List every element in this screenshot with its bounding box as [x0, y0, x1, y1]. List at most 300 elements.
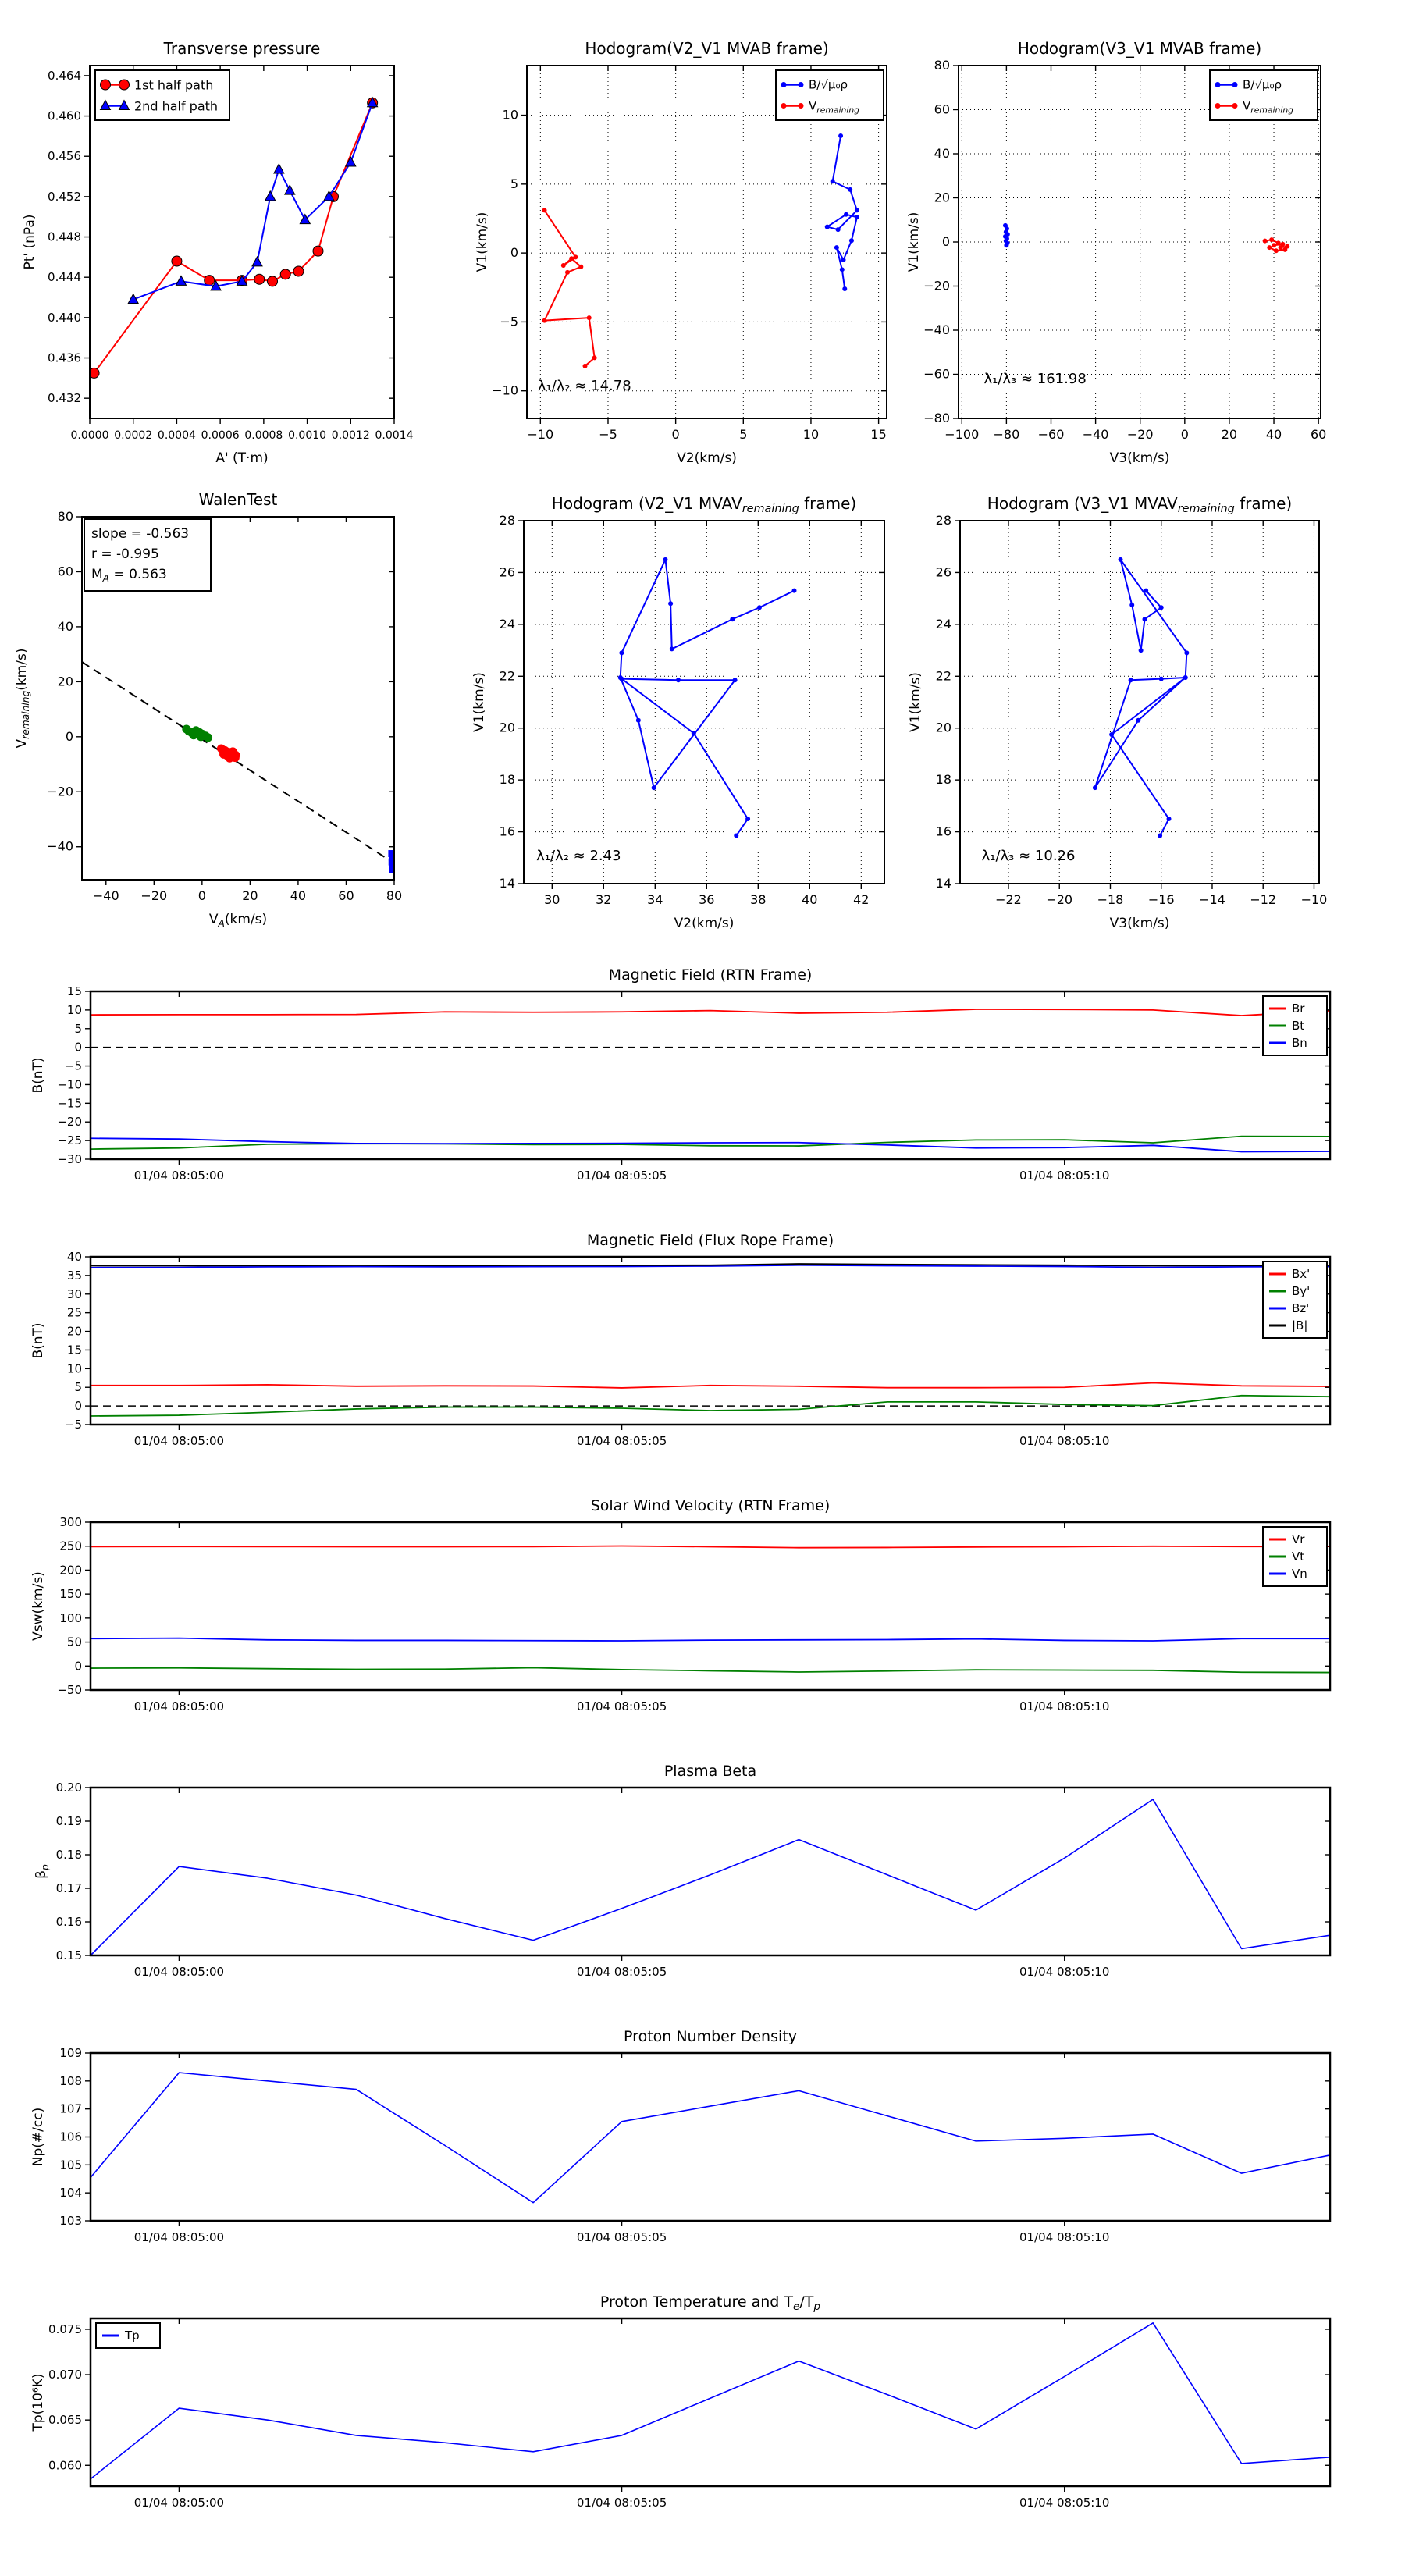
- data-point: [1136, 718, 1140, 723]
- x-tick-label: 34: [647, 892, 663, 907]
- x-tick-label: −16: [1147, 892, 1175, 907]
- axes-frame: [91, 2053, 1330, 2221]
- y-axis-label: B(nT): [30, 1057, 46, 1094]
- hodogram-v2v1-mvab: [475, 39, 887, 466]
- y-tick-label: −20: [47, 784, 73, 799]
- data-point: [849, 238, 854, 243]
- plasma-beta: [34, 1763, 1330, 1979]
- data-point: [569, 256, 574, 261]
- y-tick-label: −5: [500, 314, 518, 329]
- triangle-marker: [285, 185, 295, 194]
- y-axis-label: $V_{remaining}(km/s)$: [14, 648, 31, 749]
- legend-label: Vn: [1292, 1567, 1307, 1581]
- x-tick-label: −5: [599, 427, 617, 442]
- data-point: [592, 355, 597, 360]
- x-axis-label: $V_A(km/s)$: [208, 912, 268, 929]
- x-tick-label: −60: [1037, 427, 1065, 442]
- data-point: [561, 263, 566, 268]
- y-tick-label: −25: [57, 1133, 82, 1148]
- y-tick-label: −5: [64, 1418, 82, 1432]
- x-tick-label: 0.0006: [201, 429, 240, 442]
- y-tick-label: 0.17: [55, 1881, 82, 1895]
- legend: [1210, 70, 1318, 120]
- y-tick-label: 80: [57, 509, 73, 524]
- tp: [30, 2293, 1330, 2510]
- series-1st-half-path: [94, 103, 373, 373]
- x-tick-label: 01/04 08:05:00: [133, 1965, 225, 1979]
- b-rtn: [30, 966, 1330, 1183]
- axes-frame: [91, 1257, 1330, 1425]
- circle-marker: [172, 256, 182, 266]
- data-point: [1093, 785, 1097, 790]
- x-tick-label: 5: [739, 427, 748, 442]
- x-tick-label: −22: [995, 892, 1022, 907]
- data-point: [1272, 243, 1276, 247]
- series-Vn: [91, 1638, 1330, 1641]
- y-tick-label: 0.16: [55, 1915, 82, 1929]
- data-point: [842, 286, 847, 291]
- y-tick-label: 0.075: [48, 2322, 82, 2336]
- legend-label: B/√μ₀ρ: [809, 77, 848, 92]
- y-tick-label: 22: [499, 668, 515, 684]
- data-point: [1167, 817, 1172, 821]
- data-point: [542, 318, 547, 323]
- x-tick-label: 32: [596, 892, 612, 907]
- data-point: [619, 650, 624, 655]
- triangle-marker: [265, 191, 276, 201]
- y-tick-label: 0.18: [55, 1848, 82, 1862]
- series-Bx-prime: [91, 1382, 1330, 1387]
- data-point: [676, 678, 681, 682]
- x-tick-label: 01/04 08:05:00: [133, 2496, 225, 2510]
- x-tick-label: 01/04 08:05:00: [133, 1434, 225, 1448]
- axes-frame: [91, 991, 1330, 1159]
- y-tick-label: 250: [59, 1539, 82, 1553]
- x-tick-label: 01/04 08:05:10: [1019, 1169, 1110, 1183]
- plasma-beta-series: [91, 1799, 1330, 1955]
- legend-label: Br: [1292, 1002, 1305, 1016]
- y-tick-label: 26: [499, 564, 515, 580]
- data-point: [825, 225, 830, 229]
- legend-label: Vr: [1292, 1532, 1305, 1546]
- legend-label: $V_{remaining}$: [809, 98, 860, 116]
- chart-title: Hodogram(V3_V1 MVAB frame): [1017, 39, 1262, 58]
- y-tick-label: 103: [59, 2214, 82, 2228]
- series-B-magnitude: [91, 1264, 1330, 1265]
- y-axis-label: Vsw(km/s): [30, 1571, 46, 1641]
- x-tick-label: 01/04 08:05:00: [133, 2230, 225, 2244]
- legend-label: $V_{remaining}$: [1243, 98, 1294, 116]
- legend-label: Bn: [1292, 1036, 1307, 1050]
- data-point: [636, 718, 641, 723]
- x-tick-label: 0.0012: [331, 429, 370, 442]
- y-tick-label: 0.15: [55, 1948, 82, 1962]
- y-tick-label: 10: [66, 1002, 82, 1017]
- scatter-point: [204, 733, 212, 742]
- data-point: [1159, 677, 1164, 681]
- y-tick-label: 24: [499, 616, 515, 632]
- data-point: [1183, 675, 1188, 680]
- series-beta-p: [91, 1799, 1330, 1955]
- data-point: [855, 215, 859, 219]
- y-axis-label: Tp(10⁶K): [30, 2373, 46, 2432]
- hodogram-v2v1-mvav: [471, 494, 884, 931]
- data-point: [757, 605, 762, 610]
- x-tick-label: 01/04 08:05:05: [576, 1169, 667, 1183]
- x-tick-label: 10: [802, 427, 820, 442]
- y-tick-label: 109: [59, 2046, 82, 2060]
- y-tick-label: 18: [935, 772, 951, 788]
- y-axis-label: Np(#/cc): [30, 2107, 46, 2167]
- y-tick-label: 35: [66, 1268, 82, 1283]
- walen-test: [14, 490, 402, 929]
- triangle-marker: [252, 257, 262, 266]
- series-Tp: [91, 2323, 1330, 2479]
- b-fluxrope: [30, 1232, 1330, 1448]
- y-tick-label: −10: [492, 382, 518, 398]
- x-tick-label: 36: [699, 892, 715, 907]
- x-tick-label: 20: [1221, 427, 1238, 442]
- y-tick-label: 60: [57, 564, 73, 579]
- x-tick-label: 01/04 08:05:10: [1019, 2496, 1110, 2510]
- x-tick-label: 01/04 08:05:10: [1019, 1434, 1110, 1448]
- y-axis-label: V1(km/s): [475, 212, 490, 272]
- data-point: [734, 834, 738, 838]
- y-tick-label: 60: [934, 101, 950, 117]
- y-tick-label: 20: [57, 674, 73, 689]
- y-tick-label: 0: [941, 234, 950, 249]
- y-tick-label: 25: [66, 1305, 82, 1320]
- y-tick-label: 16: [499, 824, 515, 839]
- y-tick-label: 0.060: [48, 2458, 82, 2473]
- series-Br: [91, 1009, 1330, 1016]
- data-point: [1263, 239, 1268, 244]
- x-tick-label: 0.0008: [244, 429, 283, 442]
- chart-title: Proton Number Density: [624, 2028, 797, 2045]
- tp-series: [91, 2323, 1330, 2479]
- hodogram-v3v1-mvab: [906, 39, 1326, 466]
- x-tick-label: 0: [1180, 427, 1189, 442]
- y-tick-label: −50: [57, 1683, 82, 1697]
- y-axis-label: V1(km/s): [908, 672, 923, 732]
- x-tick-label: 01/04 08:05:05: [576, 1699, 667, 1713]
- x-tick-label: −10: [527, 427, 554, 442]
- y-tick-label: 0.444: [48, 270, 81, 285]
- chart-title: Magnetic Field (Flux Rope Frame): [586, 1232, 834, 1249]
- x-axis-label: V3(km/s): [1109, 450, 1170, 466]
- y-tick-label: −40: [47, 838, 73, 854]
- x-tick-label: −20: [1046, 892, 1073, 907]
- data-point: [836, 227, 841, 232]
- triangle-marker: [274, 164, 284, 173]
- x-tick-label: −80: [993, 427, 1020, 442]
- x-tick-label: 60: [338, 888, 354, 903]
- series-v-path: [1095, 560, 1186, 836]
- y-tick-label: 0.070: [48, 2368, 82, 2382]
- y-tick-label: 150: [59, 1587, 82, 1602]
- axes-frame: [524, 521, 884, 884]
- hodogram-v3v1-mvav-series: [1093, 557, 1189, 838]
- y-tick-label: 100: [59, 1610, 82, 1625]
- y-tick-label: −80: [923, 411, 950, 425]
- circle-marker: [268, 276, 278, 286]
- y-tick-label: 104: [59, 2186, 82, 2201]
- data-point: [583, 364, 588, 368]
- data-point: [1139, 648, 1144, 653]
- legend: [95, 70, 229, 120]
- y-tick-label: 5: [74, 1380, 82, 1395]
- y-tick-label: 50: [66, 1635, 82, 1649]
- x-tick-label: −14: [1199, 892, 1225, 907]
- y-axis-label: B(nT): [30, 1322, 46, 1359]
- y-tick-label: 0: [65, 728, 73, 744]
- data-point: [652, 785, 656, 790]
- x-tick-label: 01/04 08:05:00: [133, 1699, 225, 1713]
- circle-marker: [205, 276, 215, 286]
- x-tick-label: 40: [802, 892, 818, 907]
- data-point: [733, 678, 738, 682]
- circle-marker: [101, 80, 111, 90]
- stats-line: r = -0.995: [91, 546, 159, 562]
- circle-marker: [293, 266, 304, 276]
- data-point: [840, 267, 845, 272]
- b-fluxrope-series: [91, 1264, 1330, 1416]
- data-point: [1004, 243, 1008, 247]
- x-tick-label: 80: [386, 888, 403, 903]
- x-tick-label: 42: [853, 892, 870, 907]
- y-tick-label: 18: [499, 772, 515, 788]
- y-tick-label: 0.456: [48, 149, 81, 164]
- y-tick-label: 0.432: [48, 391, 81, 406]
- y-axis-label: V1(km/s): [471, 672, 487, 732]
- np: [30, 2028, 1330, 2244]
- y-tick-label: 20: [935, 720, 951, 735]
- chart-title: Hodogram (V3_V1 $MVAV_{remaining}$ frame): [987, 494, 1293, 515]
- y-tick-label: 0: [74, 1040, 82, 1055]
- y-tick-label: 28: [499, 513, 515, 528]
- x-tick-label: 01/04 08:05:05: [576, 1965, 667, 1979]
- y-tick-label: −5: [64, 1059, 82, 1073]
- axes-frame: [91, 1788, 1330, 1955]
- triangle-marker: [176, 276, 187, 285]
- x-tick-label: 01/04 08:05:10: [1019, 1699, 1110, 1713]
- data-point: [1276, 240, 1281, 245]
- scatter-point: [187, 728, 195, 736]
- x-tick-label: 0.0010: [288, 429, 327, 442]
- x-tick-label: −20: [140, 888, 168, 903]
- y-tick-label: 0: [74, 1399, 82, 1414]
- stats-line: slope = -0.563: [91, 526, 190, 542]
- legend-label: Vt: [1292, 1550, 1305, 1564]
- data-point: [834, 245, 839, 250]
- series-V-remaining-path: [545, 210, 595, 366]
- y-tick-label: −40: [923, 322, 950, 337]
- legend: [96, 2323, 160, 2348]
- x-axis-label: V3(km/s): [1109, 916, 1170, 931]
- y-tick-label: 5: [74, 1021, 82, 1036]
- legend-label: B/√μ₀ρ: [1243, 77, 1282, 92]
- data-point: [663, 557, 668, 562]
- walen-test-series: [82, 662, 397, 873]
- data-point: [692, 731, 696, 735]
- y-tick-label: 15: [66, 984, 82, 998]
- y-tick-label: −20: [57, 1115, 82, 1130]
- chart-title: Proton Temperature and $T_e/T_p$: [599, 2293, 821, 2313]
- data-point: [838, 133, 843, 138]
- vsw-rtn-series: [91, 1546, 1330, 1673]
- y-tick-label: 20: [66, 1324, 82, 1339]
- circle-marker: [254, 274, 265, 284]
- x-tick-label: 0: [197, 888, 206, 903]
- x-axis-label: A' (T·m): [215, 450, 269, 466]
- y-tick-label: 0.20: [55, 1781, 82, 1795]
- y-tick-label: 80: [934, 58, 950, 73]
- y-tick-label: 16: [935, 824, 951, 839]
- y-tick-label: −10: [57, 1077, 82, 1092]
- data-point: [745, 817, 750, 821]
- x-tick-label: 40: [290, 888, 307, 903]
- y-tick-label: 10: [66, 1361, 82, 1376]
- y-tick-label: 0.19: [55, 1814, 82, 1828]
- data-point: [1129, 603, 1134, 607]
- y-tick-label: 20: [934, 190, 950, 205]
- scatter-point: [231, 753, 240, 762]
- x-tick-label: 60: [1310, 427, 1327, 442]
- circle-marker: [280, 269, 290, 279]
- data-point: [844, 212, 848, 217]
- x-tick-label: 01/04 08:05:05: [576, 2230, 667, 2244]
- eigenvalue-annotation: λ₁/λ₃ ≈ 10.26: [981, 847, 1076, 864]
- data-point: [542, 208, 547, 212]
- y-tick-label: −15: [57, 1096, 82, 1111]
- chart-title: Transverse pressure: [163, 39, 321, 58]
- stats-line: $M_A = 0.563$: [91, 567, 167, 584]
- circle-marker: [313, 246, 323, 256]
- chart-title: Solar Wind Velocity (RTN Frame): [590, 1497, 831, 1514]
- x-tick-label: 01/04 08:05:10: [1019, 2230, 1110, 2244]
- x-tick-label: 01/04 08:05:00: [133, 1169, 225, 1183]
- data-point: [841, 258, 846, 262]
- legend: [1263, 1261, 1327, 1338]
- legend-label: Bz': [1292, 1301, 1310, 1315]
- x-tick-label: 20: [242, 888, 258, 903]
- axes-frame: [91, 2318, 1330, 2486]
- data-point: [670, 646, 674, 651]
- y-tick-label: 0.448: [48, 229, 81, 244]
- data-point: [855, 208, 859, 212]
- hodogram-v3v1-mvav: [908, 494, 1327, 931]
- chart-title: WalenTest: [198, 490, 278, 509]
- eigenvalue-annotation: λ₁/λ₂ ≈ 14.78: [537, 377, 631, 394]
- chart-title: Magnetic Field (RTN Frame): [608, 966, 813, 984]
- y-tick-label: 108: [59, 2073, 82, 2088]
- series-Vt: [91, 1667, 1330, 1672]
- data-point: [831, 179, 835, 183]
- y-tick-label: 0.436: [48, 350, 81, 365]
- y-tick-label: 0: [74, 1659, 82, 1674]
- y-tick-label: 30: [66, 1286, 82, 1301]
- data-point: [1144, 589, 1148, 593]
- y-tick-label: 14: [499, 876, 515, 891]
- x-tick-label: 01/04 08:05:05: [576, 2496, 667, 2510]
- y-tick-label: 24: [935, 616, 951, 632]
- data-point: [1267, 245, 1272, 250]
- eigenvalue-annotation: λ₁/λ₂ ≈ 2.43: [536, 847, 621, 864]
- x-tick-label: −100: [944, 427, 980, 442]
- legend-label: 1st half path: [134, 77, 214, 93]
- y-tick-label: 26: [935, 564, 951, 580]
- y-tick-label: 0: [510, 245, 518, 261]
- chart-title: Plasma Beta: [663, 1763, 757, 1780]
- y-tick-label: 15: [66, 1343, 82, 1357]
- data-point: [668, 601, 673, 606]
- legend: [776, 70, 884, 120]
- x-tick-label: −40: [1082, 427, 1109, 442]
- legend: [1263, 1527, 1327, 1586]
- y-tick-label: −20: [923, 278, 950, 294]
- x-tick-label: 01/04 08:05:10: [1019, 1965, 1110, 1979]
- x-axis-label: V2(km/s): [674, 916, 735, 931]
- x-tick-label: 40: [1265, 427, 1282, 442]
- legend-label: Bt: [1292, 1019, 1305, 1033]
- legend-label: Tp: [125, 2329, 140, 2343]
- series-2nd-half-path: [133, 103, 372, 300]
- series-Bn: [91, 1138, 1330, 1151]
- x-tick-label: 30: [544, 892, 560, 907]
- series-fit-line: [82, 662, 394, 863]
- y-tick-label: 5: [510, 176, 518, 191]
- np-series: [91, 2073, 1330, 2203]
- y-tick-label: 200: [59, 1563, 82, 1578]
- circle-marker: [89, 368, 99, 378]
- y-tick-label: 40: [66, 1250, 82, 1264]
- data-point: [1158, 834, 1162, 838]
- y-axis-label: $\beta_p$: [34, 1864, 51, 1879]
- series-v-path: [621, 560, 795, 836]
- data-point: [730, 617, 735, 621]
- data-point: [848, 187, 852, 192]
- y-tick-label: 107: [59, 2101, 82, 2116]
- data-point: [1159, 605, 1164, 610]
- y-tick-label: 0.464: [48, 68, 81, 83]
- data-point: [1279, 245, 1283, 250]
- y-tick-label: 0.440: [48, 310, 81, 325]
- y-tick-label: 0.452: [48, 189, 81, 204]
- transverse-pressure-series: [89, 98, 378, 379]
- data-point: [573, 254, 578, 259]
- y-tick-label: 300: [59, 1515, 82, 1529]
- data-point: [1274, 248, 1279, 253]
- x-tick-label: 01/04 08:05:05: [576, 1434, 667, 1448]
- y-axis-label: V1(km/s): [906, 212, 922, 272]
- b-rtn-series: [91, 1009, 1330, 1152]
- data-point: [1282, 247, 1287, 252]
- series-B-path: [827, 136, 857, 289]
- y-tick-label: −30: [57, 1152, 82, 1166]
- y-tick-label: 0.460: [48, 109, 81, 123]
- y-tick-label: 20: [499, 720, 515, 735]
- x-tick-label: 15: [870, 427, 887, 442]
- chart-title: Hodogram (V2_V1 $MVAV_{remaining}$ frame): [551, 494, 857, 515]
- y-tick-label: −60: [923, 366, 950, 382]
- y-tick-label: 10: [502, 107, 518, 123]
- x-tick-label: −18: [1097, 892, 1124, 907]
- transverse-pressure: [22, 39, 414, 466]
- data-point: [587, 315, 592, 320]
- y-tick-label: 106: [59, 2129, 82, 2144]
- y-tick-label: 40: [57, 618, 73, 634]
- x-tick-label: 0: [671, 427, 680, 442]
